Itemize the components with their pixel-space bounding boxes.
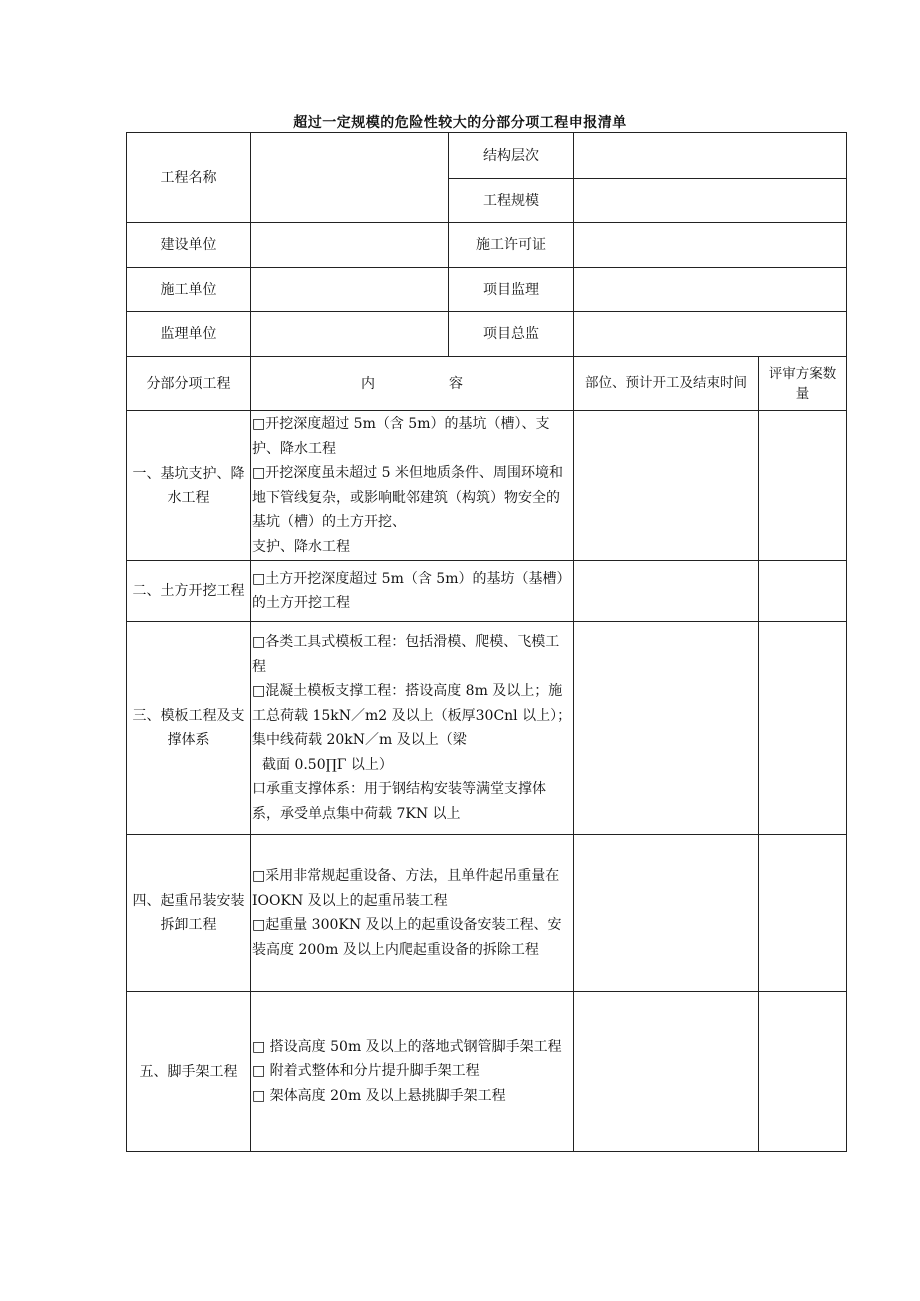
header-content-b: 容 [449, 375, 463, 392]
row-review-cell[interactable] [759, 992, 847, 1152]
row-category: 二、土方开挖工程 [127, 561, 251, 622]
row-line: □起重量 300KN 及以上的起重设备安装工程、安装高度 200m 及以上内爬起重设备的拆除工程 [252, 917, 562, 958]
row-location-cell[interactable] [574, 561, 759, 622]
row-location-cell[interactable] [574, 992, 759, 1152]
row-line: □开挖深度虽未超过 5 米但地质条件、周围环境和地下管线复杂，或影响毗邻建筑（构筑）物安全的基坑（槽）的土方开挖、 [252, 465, 564, 530]
chief-supervisor-label: 项目总监 [449, 312, 574, 357]
row-category: 一、基坑支护、降水工程 [127, 411, 251, 561]
row-line: □ 附着式整体和分片提升脚手架工程 [252, 1063, 480, 1080]
supervision-unit-label: 监理单位 [127, 312, 251, 357]
structure-label: 结构层次 [449, 133, 574, 179]
row-content [251, 622, 574, 835]
row-category: 三、模板工程及支撑体系 [127, 622, 251, 835]
row-line: □ 架体高度 20m 及以上悬挑脚手架工程 [252, 1087, 506, 1104]
chief-supervisor-value[interactable] [574, 312, 847, 357]
row-line: □开挖深度超过 5m（含 5m）的基坑（槽）、支护、降水工程 [252, 416, 550, 457]
row-line: □土方开挖深度超过 5m（含 5m）的基坊（基槽）的土方开挖工程 [252, 570, 571, 611]
row-review-cell[interactable] [759, 622, 847, 835]
permit-label: 施工许可证 [449, 223, 574, 268]
row-review-cell[interactable] [759, 835, 847, 992]
project-supervisor-value[interactable] [574, 268, 847, 312]
row-line: 支护、降水工程 [252, 538, 350, 555]
row-review-cell[interactable] [759, 411, 847, 561]
row-line: □采用非常规起重设备、方法，且单件起吊重量在 IOOKN 及以上的起重吊装工程 [252, 868, 560, 909]
row-line: □各类工具式模板工程：包括滑模、爬模、飞模工程 [252, 634, 560, 675]
supervision-unit-value[interactable] [251, 312, 449, 357]
header-location: 部位、预计开工及结束时间 [574, 357, 759, 411]
construction-unit-label: 施工单位 [127, 268, 251, 312]
row-content [251, 992, 574, 1152]
row-content [251, 835, 574, 992]
construction-unit-value[interactable] [251, 268, 449, 312]
row-line: 口承重支撑体系：用于钢结构安装等满堂支撑体系，承受单点集中荷载 7KN 以上 [252, 781, 546, 822]
header-review-count: 评审方案数量 [759, 357, 847, 411]
scale-label: 工程规模 [449, 179, 574, 223]
row-category: 五、脚手架工程 [127, 992, 251, 1152]
row-content [251, 561, 574, 622]
row-location-cell[interactable] [574, 411, 759, 561]
declaration-table [126, 132, 847, 1152]
row-location-cell[interactable] [574, 835, 759, 992]
row-content [251, 411, 574, 561]
row-category: 四、起重吊装安装拆卸工程 [127, 835, 251, 992]
project-supervisor-label: 项目监理 [449, 268, 574, 312]
permit-value[interactable] [574, 223, 847, 268]
page-title: 超过一定规模的危险性较大的分部分项工程申报清单 [293, 115, 627, 131]
structure-value[interactable] [574, 133, 847, 179]
builder-label: 建设单位 [127, 223, 251, 268]
project-name-label: 工程名称 [127, 133, 251, 223]
row-line: 截面 0.50∏Γ 以上） [262, 756, 393, 773]
header-content-a: 内 [361, 375, 375, 392]
builder-value[interactable] [251, 223, 449, 268]
row-line: □ 搭设高度 50m 及以上的落地式钢管脚手架工程 [252, 1038, 562, 1055]
row-line: □混凝土模板支撑工程：搭设高度 8m 及以上；施工总荷载 15kN／m2 及以上（板厚30Cnl 以上）；集中线荷载 20kN／m 及以上（梁 [252, 683, 572, 748]
scale-value[interactable] [574, 179, 847, 223]
row-review-cell[interactable] [759, 561, 847, 622]
header-content [251, 357, 574, 411]
project-name-value[interactable] [251, 133, 449, 223]
header-category: 分部分项工程 [127, 357, 251, 411]
row-location-cell[interactable] [574, 622, 759, 835]
